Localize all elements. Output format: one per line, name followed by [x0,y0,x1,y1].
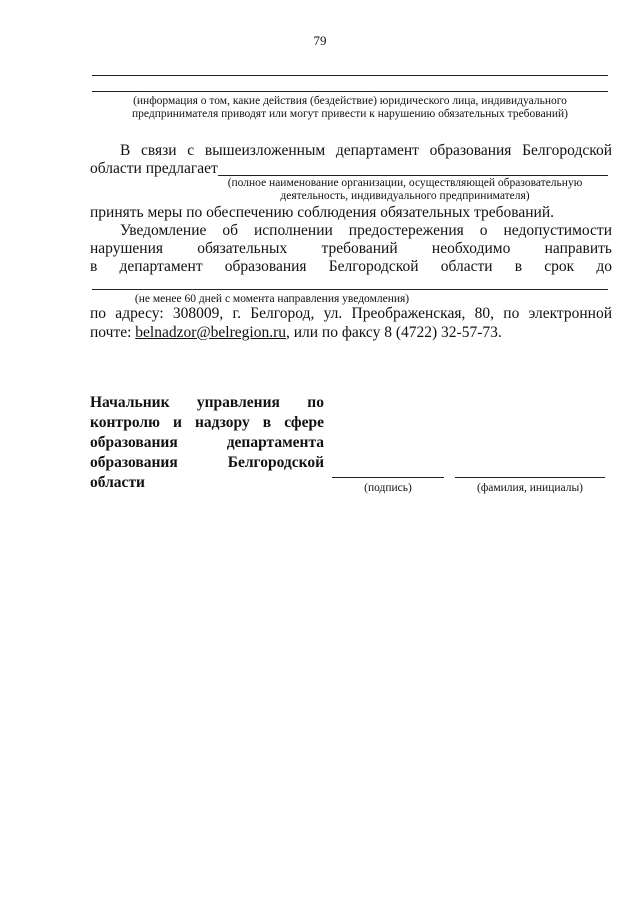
title-word: Начальник [90,394,170,411]
title-word: Белгородской [227,454,324,471]
violation-fill-line-2 [92,91,608,92]
official-title-line-3 [90,433,324,453]
email-link[interactable]: belnadzor@belregion.ru [135,324,286,341]
title-word: образования [90,454,178,471]
deadline-fill-line [92,289,608,290]
page-number: 79 [313,33,327,48]
title-word: контролю [90,414,160,431]
official-title-line-1 [90,393,324,413]
violation-caption [92,95,608,121]
title-word: области [90,474,145,491]
violation-fill-line-1 [92,75,608,76]
organization-caption-line-2: деятельность, индивидуального предпринимателя) [280,190,530,202]
para2-line-1: Уведомление об исполнении предостережения о недопустимости [120,222,612,239]
organization-fill-line [218,175,608,176]
official-title-line-4 [90,453,324,473]
para2-line-2: нарушения обязательных требований необходимо направить [90,240,612,257]
official-title-line-5 [90,473,324,493]
para1-line-3: принять меры по обеспечению соблюдения обязательных требований. [90,204,554,221]
title-word: образования [90,434,178,451]
title-word: сфере [284,414,324,431]
deadline-caption: (не менее 60 дней с момента направления уведомления) [134,293,410,305]
violation-caption-line-1: (информация о том, какие действия (бездействие) юридического лица, индивидуального [133,95,567,107]
violation-caption-line-2: предпринимателя приводят или могут привести к нарушению обязательных требований) [132,108,568,120]
title-word: департамента [226,434,324,451]
para2-line-4: по адресу: 308009, г. Белгород, ул. Преображенская, 80, по электронной [90,305,612,322]
organization-caption-line-1: (полное наименование организации, осуществляющей образовательную [227,177,583,189]
para2-line-3: в департамент образования Белгородской области в срок до [90,258,612,275]
name-caption: (фамилия, инициалы) [476,482,584,494]
fax-text: , или по факсу 8 (4722) 32-57-73. [285,324,502,341]
name-line [455,477,605,478]
organization-caption [200,177,610,203]
para1-line-1: В связи с вышеизложенным департамент образования Белгородской [120,142,612,159]
signature-caption: (подпись) [364,482,412,494]
para2-line-5 [90,323,502,343]
title-word: в [262,414,272,431]
official-title [90,393,324,493]
official-title-line-2 [90,413,324,433]
email-prefix: почте: [90,324,136,341]
para1-line-2-prefix: области предлагает [90,160,218,177]
title-word: по [307,394,324,411]
title-word: управления [196,394,280,411]
signature-line [332,477,444,478]
title-word: надзору [194,414,250,431]
title-word: и [172,414,182,431]
